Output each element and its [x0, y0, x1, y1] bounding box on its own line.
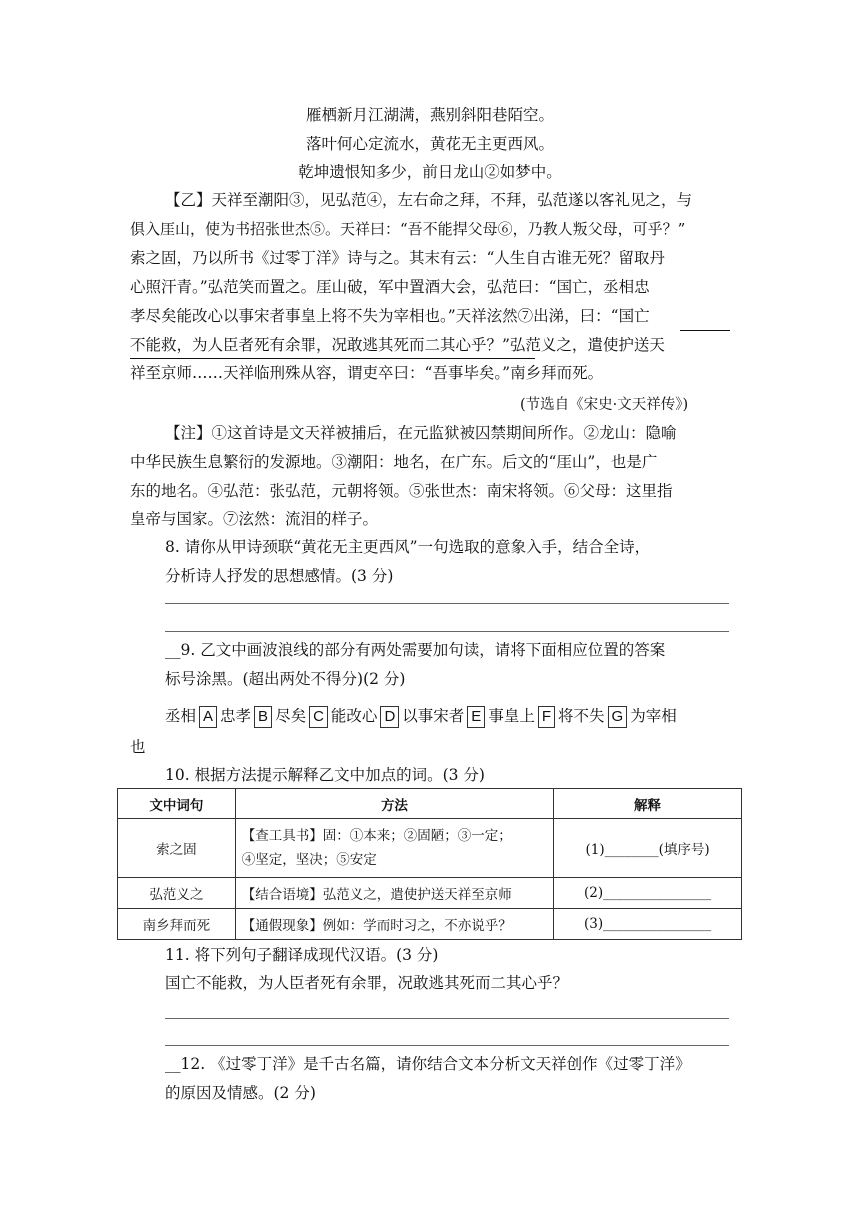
- table-cell-phrase: 南乡拜而死: [118, 909, 236, 940]
- table-header: 方法: [235, 789, 553, 819]
- poem-line-2: 落叶何心定流水，黄花无主更西风。: [305, 135, 554, 153]
- table-row: [118, 819, 742, 878]
- poem-line-3: 乾坤遗恨知多少，前日龙山②如梦中。: [298, 163, 562, 181]
- passage-line: 【乙】天祥至潮阳③，见弘范④，左右命之拜，不拜，弘范遂以客礼见之，与: [165, 191, 693, 209]
- note-line: 中华民族生息繁衍的发源地。③潮阳：地名，在广东。后文的“厓山”，也是广: [130, 453, 658, 471]
- answer-line[interactable]: [165, 1018, 729, 1019]
- table-cell-method: 【查工具书】固：①本来；②固陋；③一定； ④坚定，坚决；⑤安定: [235, 819, 553, 878]
- question-9: __9. 乙文中画波浪线的部分有两处需要加句读，请将下面相应位置的答案: [165, 641, 666, 659]
- passage-line: 不能救，为人臣者死有余罪，况敢逃其死而二其心乎？”弘范义之，遣使护送天: [130, 336, 665, 354]
- table-header: 文中词句: [118, 789, 236, 819]
- table-header: 解释: [554, 789, 742, 819]
- poem-line-1: 雁栖新月江湖满，燕别斜阳巷陌空。: [305, 106, 554, 124]
- table-row: [118, 909, 742, 940]
- passage-line: 孝尽矣能改心以事宋者事皇上将不失为宰相也。”天祥泫然⑦出涕，曰：“国亡: [130, 307, 650, 325]
- question-9-cont: 标号涂黑。(超出两处不得分)(2 分): [165, 670, 406, 688]
- q9-options-tail: 也: [130, 738, 146, 756]
- source-citation: (节选自《宋史·文天祥传》): [520, 397, 689, 413]
- table-cell-answer[interactable]: (3)________________: [554, 909, 742, 940]
- passage-line: 索之固，乃以所书《过零丁洋》诗与之。其末有云：“人生自古谁无死？留取丹: [130, 249, 665, 267]
- table-cell-answer[interactable]: (2)________________: [554, 878, 742, 909]
- note-line: 【注】①这首诗是文天祥被捕后，在元监狱被囚禁期间所作。②龙山：隐喻: [165, 424, 677, 442]
- table-cell-method: 【结合语境】弘范义之，遣使护送天祥至京师: [235, 878, 553, 909]
- answer-line[interactable]: [165, 631, 729, 632]
- option-g[interactable]: G: [608, 706, 628, 728]
- option-a[interactable]: A: [199, 706, 217, 728]
- answer-line[interactable]: [165, 603, 729, 604]
- table-cell-phrase: 索之固: [118, 819, 236, 878]
- table-cell-phrase: 弘范义之: [118, 878, 236, 909]
- question-8: 8. 请你从甲诗颈联“黄花无主更西风”一句选取的意象入手，结合全诗，: [165, 538, 651, 556]
- table-row: [118, 878, 742, 909]
- passage-line: 祥至京师……天祥临刑殊从容，谓吏卒曰：“吾事毕矣。”南乡拜而死。: [130, 364, 604, 382]
- table-header-row: [118, 789, 742, 819]
- answer-line[interactable]: [165, 1045, 729, 1046]
- passage-line: 俱入厓山，使为书招张世杰⑤。天祥曰：“吾不能捍父母⑥，乃教人叛父母，可乎？”: [130, 220, 686, 238]
- table-cell-answer[interactable]: (1)________(填序号): [554, 819, 742, 878]
- q9-options: 丞相 A 忠孝 B 尽矣 C 能改心 D 以事宋者 E 事皇上 F 将不失 G 为宰相: [165, 705, 677, 728]
- method-table: [117, 788, 742, 940]
- note-line: 皇帝与国家。⑦泫然：流泪的样子。: [130, 510, 379, 528]
- note-line: 东的地名。④弘范：张弘范，元朝将领。⑤张世杰：南宋将领。⑥父母：这里指: [130, 482, 673, 500]
- table-cell-method: 【通假现象】例如：学而时习之，不亦说乎？: [235, 909, 553, 940]
- option-d[interactable]: D: [380, 706, 399, 728]
- question-12: __12. 《过零丁洋》是千古名篇，请你结合文本分析文天祥创作《过零丁洋》: [165, 1055, 691, 1073]
- option-e[interactable]: E: [467, 706, 485, 728]
- question-12-cont: 的原因及情感。(2 分): [165, 1084, 316, 1102]
- option-b[interactable]: B: [254, 706, 272, 728]
- option-f[interactable]: F: [538, 706, 555, 728]
- question-11-sentence: 国亡不能救，为人臣者死有余罪，况敢逃其死而二其心乎？: [165, 974, 569, 992]
- passage-line: 心照汗青。”弘范笑而置之。厓山破，军中置酒大会，弘范曰：“国亡，丞相忠: [130, 278, 650, 296]
- option-c[interactable]: C: [309, 706, 328, 728]
- question-8-cont: 分析诗人抒发的思想感情。(3 分): [165, 567, 394, 585]
- question-11: 11. 将下列句子翻译成现代汉语。(3 分): [165, 946, 439, 964]
- question-10: 10. 根据方法提示解释乙文中加点的词。(3 分): [165, 766, 485, 784]
